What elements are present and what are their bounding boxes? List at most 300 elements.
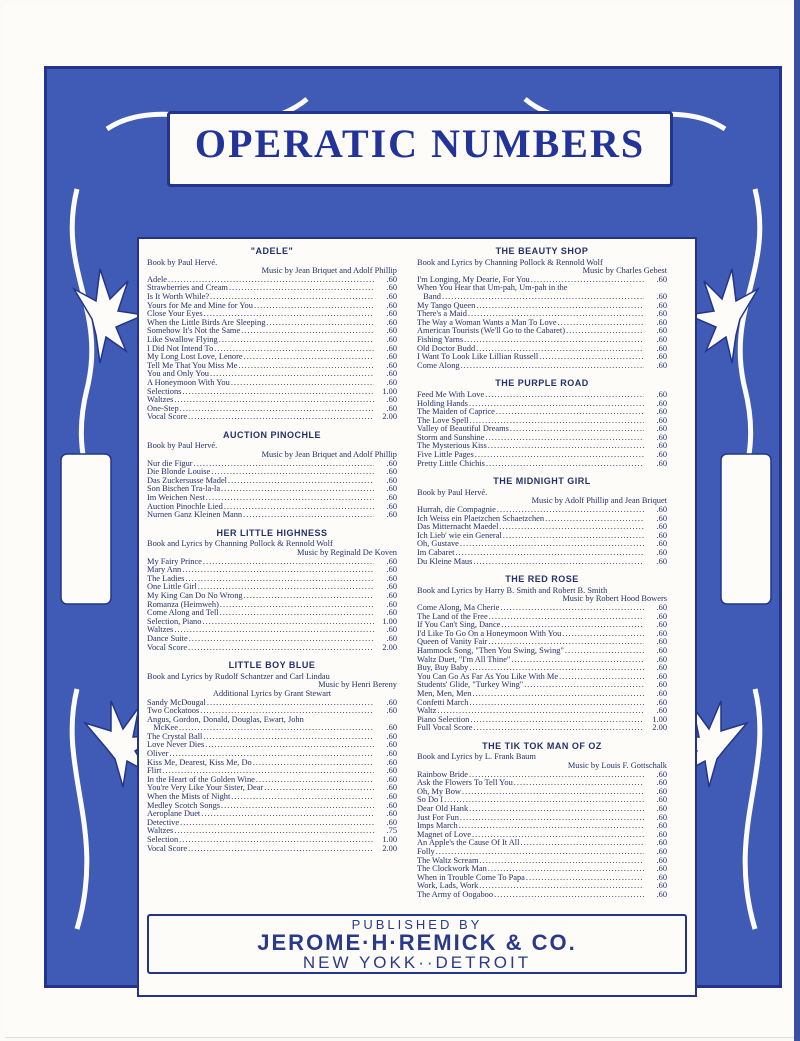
song-price: .60 [386, 732, 397, 741]
leader-dots [180, 819, 374, 828]
decorative-frame [44, 66, 782, 988]
song-title: The Maiden of Caprice [417, 408, 495, 417]
song-price: .60 [656, 865, 667, 874]
song-row [417, 284, 667, 293]
show-title: THE BEAUTY SHOP [495, 246, 589, 256]
leader-dots [188, 845, 374, 854]
show-title: THE PURPLE ROAD [495, 378, 589, 389]
song-row [417, 891, 667, 900]
leader-dots [174, 626, 374, 635]
song-title: Vocal Score [147, 413, 188, 422]
leader-dots [469, 805, 644, 814]
song-title: My King Can Do No Wrong [147, 591, 243, 600]
show-title: THE MIDNIGHT GIRL [493, 476, 591, 487]
show-title: THE TIK TOK MAN OF OZ [482, 740, 602, 751]
leader-dots [565, 647, 644, 656]
song-row [147, 379, 397, 388]
song-price: .60 [656, 646, 667, 655]
song-title: When the Mists of Night [147, 793, 231, 802]
leader-dots [503, 532, 644, 541]
song-row [147, 618, 397, 627]
song-price: .60 [656, 856, 667, 865]
song-title: Waltzes [147, 827, 174, 836]
song-title: Students' Glide, "Turkey Wing" [417, 681, 524, 690]
leader-dots [198, 583, 374, 592]
song-row [417, 681, 667, 690]
song-title: Magnet of Love [417, 830, 471, 839]
leader-dots [437, 707, 644, 716]
song-title: Valley of Beautiful Dreams [417, 425, 509, 434]
leader-dots [266, 319, 374, 328]
song-title: Im Cabaret [417, 549, 455, 557]
song-title: Dear Old Hank [417, 805, 469, 814]
song-price: .60 [386, 485, 397, 494]
song-row [417, 613, 667, 622]
page-title: OPERATIC NUMBERS [194, 121, 646, 166]
song-price: .60 [656, 698, 667, 707]
song-price: .60 [656, 890, 667, 899]
song-row [147, 558, 397, 567]
song-price: .60 [656, 442, 667, 451]
leader-dots [472, 690, 644, 699]
song-row [147, 319, 397, 328]
leader-dots [229, 284, 374, 293]
song-price: .60 [656, 390, 667, 399]
song-row [147, 485, 397, 494]
song-row [147, 750, 397, 759]
song-title: Feed Me With Love [417, 390, 485, 399]
song-price: .60 [656, 839, 667, 848]
song-title: Men, Men, Men [417, 689, 472, 698]
song-row [417, 857, 667, 866]
song-title: Waltz Duet, "I'm All Thine" [417, 655, 511, 664]
show-credit: Book and Lyrics by Channing Pollock & Rennold Wolf [147, 539, 333, 549]
leader-dots [174, 396, 374, 405]
song-title: Flirt [147, 767, 162, 776]
leader-dots [485, 434, 644, 443]
leader-dots [514, 779, 644, 788]
show-title: "ADELE" [250, 246, 294, 256]
show-credit: Additional Lyrics by Grant Stewart [212, 688, 332, 698]
show-credit: Music by Louis F. Gottschalk [567, 761, 667, 771]
song-row [147, 609, 397, 618]
song-price: .60 [656, 292, 667, 301]
song-row [417, 540, 667, 549]
show-credit: Music by Adolf Phillip and Jean Briquet [531, 496, 667, 506]
song-title: Fishing Yarns [417, 335, 464, 344]
song-title: Du Kleine Maus [417, 557, 473, 566]
song-row [417, 408, 667, 417]
song-title: Adele [147, 275, 167, 284]
song-row [147, 302, 397, 311]
song-title: American Tourists (We'll Go to the Cabaret) [417, 327, 566, 336]
leader-dots [500, 604, 644, 613]
song-title: Vocal Score [147, 844, 188, 853]
song-price: .60 [386, 626, 397, 635]
song-title: McKee [147, 724, 178, 733]
song-title: The Waltz Scream [417, 856, 479, 865]
song-price: .60 [656, 361, 667, 370]
leader-dots [436, 848, 644, 857]
song-price: .60 [656, 882, 667, 891]
leader-dots [469, 400, 644, 409]
song-title: My Tango Queen [417, 301, 476, 310]
song-price: .60 [386, 459, 397, 468]
song-title: Like Swallow Flying [147, 335, 218, 344]
leader-dots [469, 699, 644, 708]
song-price: .60 [656, 344, 667, 353]
show-credit: Book and Lyrics by L. Frank Baum [417, 752, 536, 762]
song-row [417, 831, 667, 840]
leader-dots [531, 276, 644, 285]
song-price: .60 [386, 583, 397, 592]
song-title: Holding Hands [417, 399, 468, 408]
leader-dots [470, 417, 644, 426]
leader-dots [520, 839, 644, 848]
song-title: Pretty Little Chichis [417, 459, 485, 468]
song-title: Ich Lieb' wie ein General [417, 531, 502, 540]
song-price: .60 [656, 664, 667, 673]
song-title: If You Can't Sing, Dance [417, 621, 501, 630]
song-row [147, 802, 397, 811]
leader-dots [244, 353, 374, 362]
song-row [417, 319, 667, 328]
show-section [417, 575, 667, 733]
leader-dots [485, 391, 644, 400]
song-price: .60 [656, 506, 667, 515]
leader-dots [224, 503, 374, 512]
left-column [147, 245, 397, 853]
show-credit: Music by Jean Briquet and Adolf Phillip [261, 266, 397, 276]
song-title: Work, Lads, Work [417, 882, 479, 891]
song-title: One-Step [147, 404, 179, 413]
song-title: Das Zuckersusse Madel [147, 476, 228, 485]
show-section [147, 247, 397, 422]
song-price: .60 [386, 566, 397, 575]
leader-dots [244, 592, 374, 601]
song-price: .60 [386, 741, 397, 750]
song-row [417, 638, 667, 647]
leader-dots [205, 741, 374, 750]
leader-dots [179, 724, 374, 733]
leader-dots [459, 822, 644, 831]
song-row [417, 707, 667, 716]
song-row [417, 839, 667, 848]
song-price: .60 [386, 292, 397, 301]
leader-dots [254, 302, 374, 311]
leader-dots [185, 575, 374, 584]
song-row [417, 276, 667, 285]
song-title: Rainbow Bride [417, 770, 468, 779]
song-title: Son Bischen Tra-la-la [147, 485, 221, 494]
song-price: .60 [386, 404, 397, 413]
leader-dots [489, 613, 644, 622]
song-title: A Honeymoon With You [147, 378, 230, 387]
song-row [417, 506, 667, 515]
publisher-block [147, 914, 687, 974]
leader-dots [476, 345, 644, 354]
song-row [417, 353, 667, 362]
song-title: Ask the Flowers To Tell You [417, 779, 513, 788]
song-price: .75 [386, 827, 397, 836]
song-row [147, 494, 397, 503]
show-credit: Music by Robert Hood Bowers [562, 594, 667, 604]
leader-dots [200, 707, 374, 716]
song-price: .60 [656, 318, 667, 327]
song-price: .60 [386, 758, 397, 767]
leader-dots [207, 699, 374, 708]
song-title: The Land of the Free [417, 612, 488, 621]
song-price: .60 [656, 787, 667, 796]
song-row [417, 865, 667, 874]
song-price: .60 [386, 301, 397, 310]
published-by-label: PUBLISHED BY [351, 917, 483, 932]
song-row [147, 293, 397, 302]
publisher-cities: NEW YOKK··DETROIT [302, 953, 532, 972]
leader-dots [188, 644, 374, 653]
song-row [417, 604, 667, 613]
song-price: 2.00 [652, 724, 667, 733]
song-price: 2.00 [382, 413, 397, 422]
song-price: .60 [656, 557, 667, 566]
song-title: My Long Lost Love, Lenore [147, 353, 243, 362]
song-price: .60 [656, 612, 667, 621]
song-title: Das Mitternacht Maedel [417, 523, 499, 532]
show-section [417, 742, 667, 900]
song-title: You're Very Like Your Sister, Dear [147, 784, 264, 793]
song-row [147, 699, 397, 708]
song-price: .60 [386, 370, 397, 379]
leader-dots [238, 362, 374, 371]
song-price: .60 [386, 574, 397, 583]
leader-dots [460, 540, 644, 549]
leader-dots [231, 793, 374, 802]
song-row [417, 788, 667, 797]
leader-dots [464, 336, 644, 345]
song-title: You and Only You [147, 370, 209, 379]
song-title: One Little Girl [147, 583, 197, 592]
song-title: The Ladies [147, 574, 185, 583]
song-price: .60 [656, 531, 667, 540]
sheet-music-back-cover [4, 4, 794, 1037]
leader-dots [480, 857, 645, 866]
leader-dots [444, 796, 644, 805]
show-title: LITTLE BOY BLUE [228, 660, 316, 671]
song-price: .60 [386, 468, 397, 477]
song-row [417, 523, 667, 532]
leader-dots [202, 618, 374, 627]
song-price: .60 [386, 361, 397, 370]
song-price: 2.00 [382, 844, 397, 853]
leader-dots [469, 664, 644, 673]
song-title: Kiss Me, Dearest, Kiss Me, Do [147, 758, 252, 767]
song-price: .60 [386, 750, 397, 759]
song-title: Hurrah, die Compagnie [417, 506, 496, 515]
song-row [417, 805, 667, 814]
song-row [147, 845, 397, 854]
show-section [147, 661, 397, 853]
leader-dots [204, 310, 374, 319]
song-row [147, 468, 397, 477]
show-title: AUCTION PINOCHLE [223, 429, 321, 440]
song-title: Medley Scotch Songs [147, 801, 221, 810]
song-title: Sandy McDougal [147, 698, 206, 707]
leader-dots [243, 511, 374, 520]
song-row [417, 417, 667, 426]
song-price: .60 [656, 813, 667, 822]
song-title: Come Along [417, 361, 460, 370]
leader-dots [168, 276, 374, 285]
song-price: .60 [656, 672, 667, 681]
song-row [417, 673, 667, 682]
song-price: .60 [656, 416, 667, 425]
leader-dots [201, 810, 374, 819]
song-row [147, 396, 397, 405]
song-row [417, 664, 667, 673]
song-row [417, 442, 667, 451]
show-credit: Book by Paul Hervé. [417, 487, 488, 497]
song-price: .60 [386, 275, 397, 284]
song-row [147, 362, 397, 371]
leader-dots [475, 451, 644, 460]
song-row [147, 827, 397, 836]
song-title: Somehow It's Not the Same [147, 327, 241, 336]
leader-dots [264, 784, 374, 793]
song-price: .60 [386, 698, 397, 707]
leader-dots [256, 776, 374, 785]
song-row [417, 647, 667, 656]
song-price: .60 [656, 399, 667, 408]
leader-dots [442, 293, 644, 302]
song-price: .60 [656, 655, 667, 664]
song-price: .60 [386, 494, 397, 503]
page-edge [794, 0, 800, 1041]
leader-dots [473, 558, 644, 567]
leader-dots [494, 891, 644, 900]
song-price: .60 [386, 327, 397, 336]
song-price: 1.00 [382, 387, 397, 396]
song-title: Dance Suite [147, 634, 188, 643]
song-title: There's a Maid [417, 310, 467, 319]
leader-dots [182, 388, 374, 397]
leader-dots [231, 379, 374, 388]
leader-dots [496, 408, 644, 417]
song-row [147, 592, 397, 601]
leader-dots [488, 638, 644, 647]
leader-dots [486, 460, 644, 469]
song-row [417, 558, 667, 567]
song-row [417, 451, 667, 460]
song-title: So Do I [417, 796, 444, 805]
song-title: Oh, Gustave [417, 540, 459, 549]
song-price: .60 [656, 638, 667, 647]
song-price: .60 [656, 770, 667, 779]
song-price: .60 [656, 848, 667, 856]
song-title: Five Little Pages [417, 451, 474, 460]
leader-dots [210, 293, 374, 302]
song-title: Hammock Song, "Then You Swing, Swing" [417, 646, 564, 655]
song-price: .60 [386, 609, 397, 618]
leader-dots [488, 442, 644, 451]
leader-dots [526, 874, 644, 883]
song-price: .60 [656, 514, 667, 523]
song-row [417, 460, 667, 469]
song-price: .60 [656, 523, 667, 532]
show-credit: Music by Jean Briquet and Adolf Phillip [261, 450, 397, 460]
leader-dots [253, 759, 374, 768]
song-row [417, 345, 667, 354]
song-title: Im Weichen Nest [147, 494, 205, 503]
song-title: Folly [417, 848, 435, 856]
song-row [417, 699, 667, 708]
song-row [417, 882, 667, 891]
leader-dots [476, 302, 644, 311]
song-title: Auction Pinochle Lied [147, 502, 223, 511]
song-price: .60 [656, 707, 667, 716]
song-price: .60 [656, 335, 667, 344]
song-row [147, 388, 397, 397]
song-title: Nurnen Ganz Kleinen Mann [147, 511, 243, 520]
song-row [147, 503, 397, 512]
song-title: I'm Longing, My Dearie, For You [417, 275, 530, 284]
title-banner [167, 111, 673, 187]
song-row [147, 310, 397, 319]
song-row [417, 391, 667, 400]
song-price: .60 [656, 275, 667, 284]
leader-dots [479, 882, 644, 891]
song-row [417, 779, 667, 788]
song-row [147, 776, 397, 785]
song-title: Selection [147, 836, 179, 844]
song-row [417, 814, 667, 823]
song-title: Detective [147, 818, 180, 827]
show-section [417, 379, 667, 468]
song-price: .60 [386, 502, 397, 511]
leader-dots [203, 558, 374, 567]
song-row [147, 635, 397, 644]
show-credit: Music by Charles Gebest [582, 266, 667, 276]
leader-dots [219, 336, 374, 345]
song-title: Tell Me That You Miss Me [147, 361, 238, 370]
song-row [417, 796, 667, 805]
song-title: Aeroplane Duet [147, 810, 201, 819]
leader-dots [221, 485, 374, 494]
song-price: .60 [656, 621, 667, 630]
song-row [147, 460, 397, 469]
leader-dots [182, 566, 374, 575]
song-row [147, 345, 397, 354]
leader-dots [228, 477, 374, 486]
song-title: Strawberries and Cream [147, 284, 228, 293]
show-section [417, 477, 667, 566]
leader-dots [214, 345, 374, 354]
show-section [417, 247, 667, 370]
song-row [147, 353, 397, 362]
leader-dots [469, 771, 644, 780]
song-row [147, 819, 397, 828]
catalog-panel [137, 237, 697, 997]
song-title: Yours for Me and Mine for You [147, 301, 253, 310]
publisher-name: JEROME·H·REMICK & CO. [257, 930, 577, 955]
song-title: Romanza (Heimweh) [147, 600, 219, 609]
song-row [417, 515, 667, 524]
song-price: .60 [386, 284, 397, 293]
song-title: Die Blonde Louise [147, 468, 211, 477]
leader-dots [499, 523, 644, 532]
song-price: .60 [656, 689, 667, 698]
song-row [417, 532, 667, 541]
song-title: When You Hear that Um-pah, Um-pah in the [417, 284, 568, 293]
